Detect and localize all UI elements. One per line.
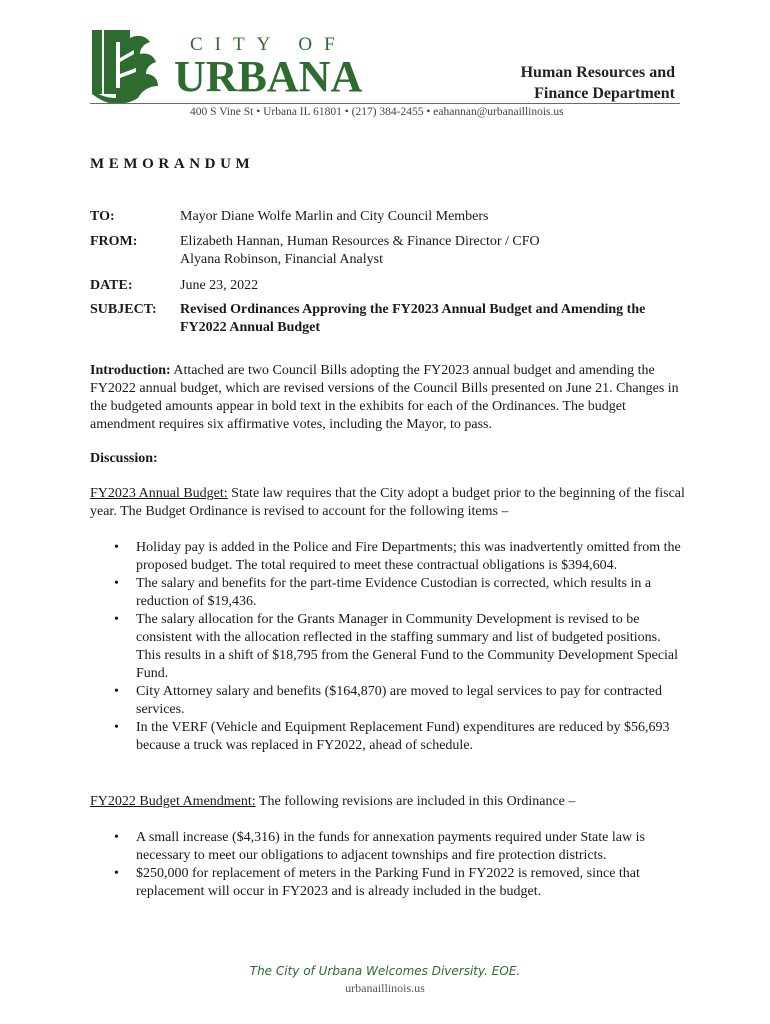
introduction-heading: Introduction: <box>90 363 171 378</box>
list-item: • City Attorney salary and benefits ($164,870) are moved to legal services to pay for contracted services. <box>114 684 662 717</box>
fy2023-paragraph <box>90 485 690 521</box>
fy2023-items-list <box>112 539 682 755</box>
bullet-icon: • <box>114 866 119 881</box>
list-item: • In the VERF (Vehicle and Equipment Replacement Fund) expenditures are reduced by $56,693 because a truck was replaced in FY2022, ahead of schedule. <box>114 720 670 753</box>
to-value: Mayor Diane Wolfe Marlin and City Council Members <box>180 209 489 224</box>
fy2022-heading: FY2022 Budget Amendment: <box>90 794 256 809</box>
fy2023-heading: FY2023 Annual Budget: <box>90 486 228 501</box>
bullet-icon: • <box>114 576 119 591</box>
footer-website: urbanaillinois.us <box>345 981 425 995</box>
urbana-wordmark: URBANA <box>174 52 363 101</box>
from-line1: Elizabeth Hannan, Human Resources & Finance Director / CFO <box>180 234 540 249</box>
list-item: • The salary and benefits for the part-time Evidence Custodian is corrected, which results in a reduction of $19,436. <box>114 576 652 609</box>
from-label: FROM: <box>90 234 138 249</box>
department-name <box>521 62 675 104</box>
date-label: DATE: <box>90 278 133 293</box>
to-label: TO: <box>90 209 115 224</box>
subject-value: Revised Ordinances Approving the FY2023 Annual Budget and Amending the FY2022 Annual Budget <box>180 302 646 335</box>
fy2022-paragraph <box>90 793 690 811</box>
bullet-icon: • <box>114 540 119 555</box>
bullet-icon: • <box>114 830 119 845</box>
fy2022-text: The following revisions are included in this Ordinance – <box>258 794 576 809</box>
from-line2: Alyana Robinson, Financial Analyst <box>180 252 383 267</box>
subject-label: SUBJECT: <box>90 302 157 317</box>
bullet-icon: • <box>114 612 119 627</box>
from-value <box>180 233 690 269</box>
department-line1: Human Resources and <box>520 64 675 81</box>
fy2023-text: State law requires that the City adopt a budget prior to the beginning of the fiscal year. The Budget Ordinance is revised to account for the following items – <box>90 486 685 519</box>
discussion-heading: Discussion: <box>90 451 158 466</box>
oak-leaf-logo-icon <box>90 28 164 106</box>
date-value: June 23, 2022 <box>180 278 259 293</box>
department-line2: Finance Department <box>534 85 675 102</box>
list-item: • The salary allocation for the Grants Manager in Community Development is revised to be consistent with the allocation reflected in the staffing summary and list of budgeted positions. This results in a shift of $18,795 from the General Fund to the Community Development Special Fund. <box>114 612 679 681</box>
list-item: • $250,000 for replacement of meters in the Parking Fund in FY2022 is removed, since that replacement will occur in FY2023 and is already included in the budget. <box>114 866 640 899</box>
list-item: • Holiday pay is added in the Police and Fire Departments; this was inadvertently omitted from the proposed budget. The total required to meet these contractual obligations is $394,604. <box>114 540 681 573</box>
letterhead-address: 400 S Vine St • Urbana IL 61801 • (217) 384-2455 • eahannan@urbanaillinois.us <box>190 106 564 118</box>
list-item: • A small increase ($4,316) in the funds for annexation payments required under State law is necessary to meet our obligations to adjacent townships and fire protection districts. <box>114 830 645 863</box>
introduction-paragraph <box>90 362 690 434</box>
bullet-icon: • <box>114 720 119 735</box>
city-of-wordmark: CITY OF <box>190 34 347 55</box>
fy2022-items-list <box>112 829 682 901</box>
introduction-text: Attached are two Council Bills adopting the FY2023 annual budget and amending the FY2022 annual budget, which are revised versions of the Council Bills presented on June 21. Changes in the budgeted amounts appear in bold text in the exhibits for each of the Ordinances. The budget amendment requires six affirmative votes, including the Mayor, to pass. <box>90 363 679 432</box>
letterhead-divider <box>90 103 680 104</box>
bullet-icon: • <box>114 684 119 699</box>
memo-title: MEMORANDUM <box>90 156 255 172</box>
footer-tagline: The City of Urbana Welcomes Diversity. EOE. <box>249 964 521 978</box>
